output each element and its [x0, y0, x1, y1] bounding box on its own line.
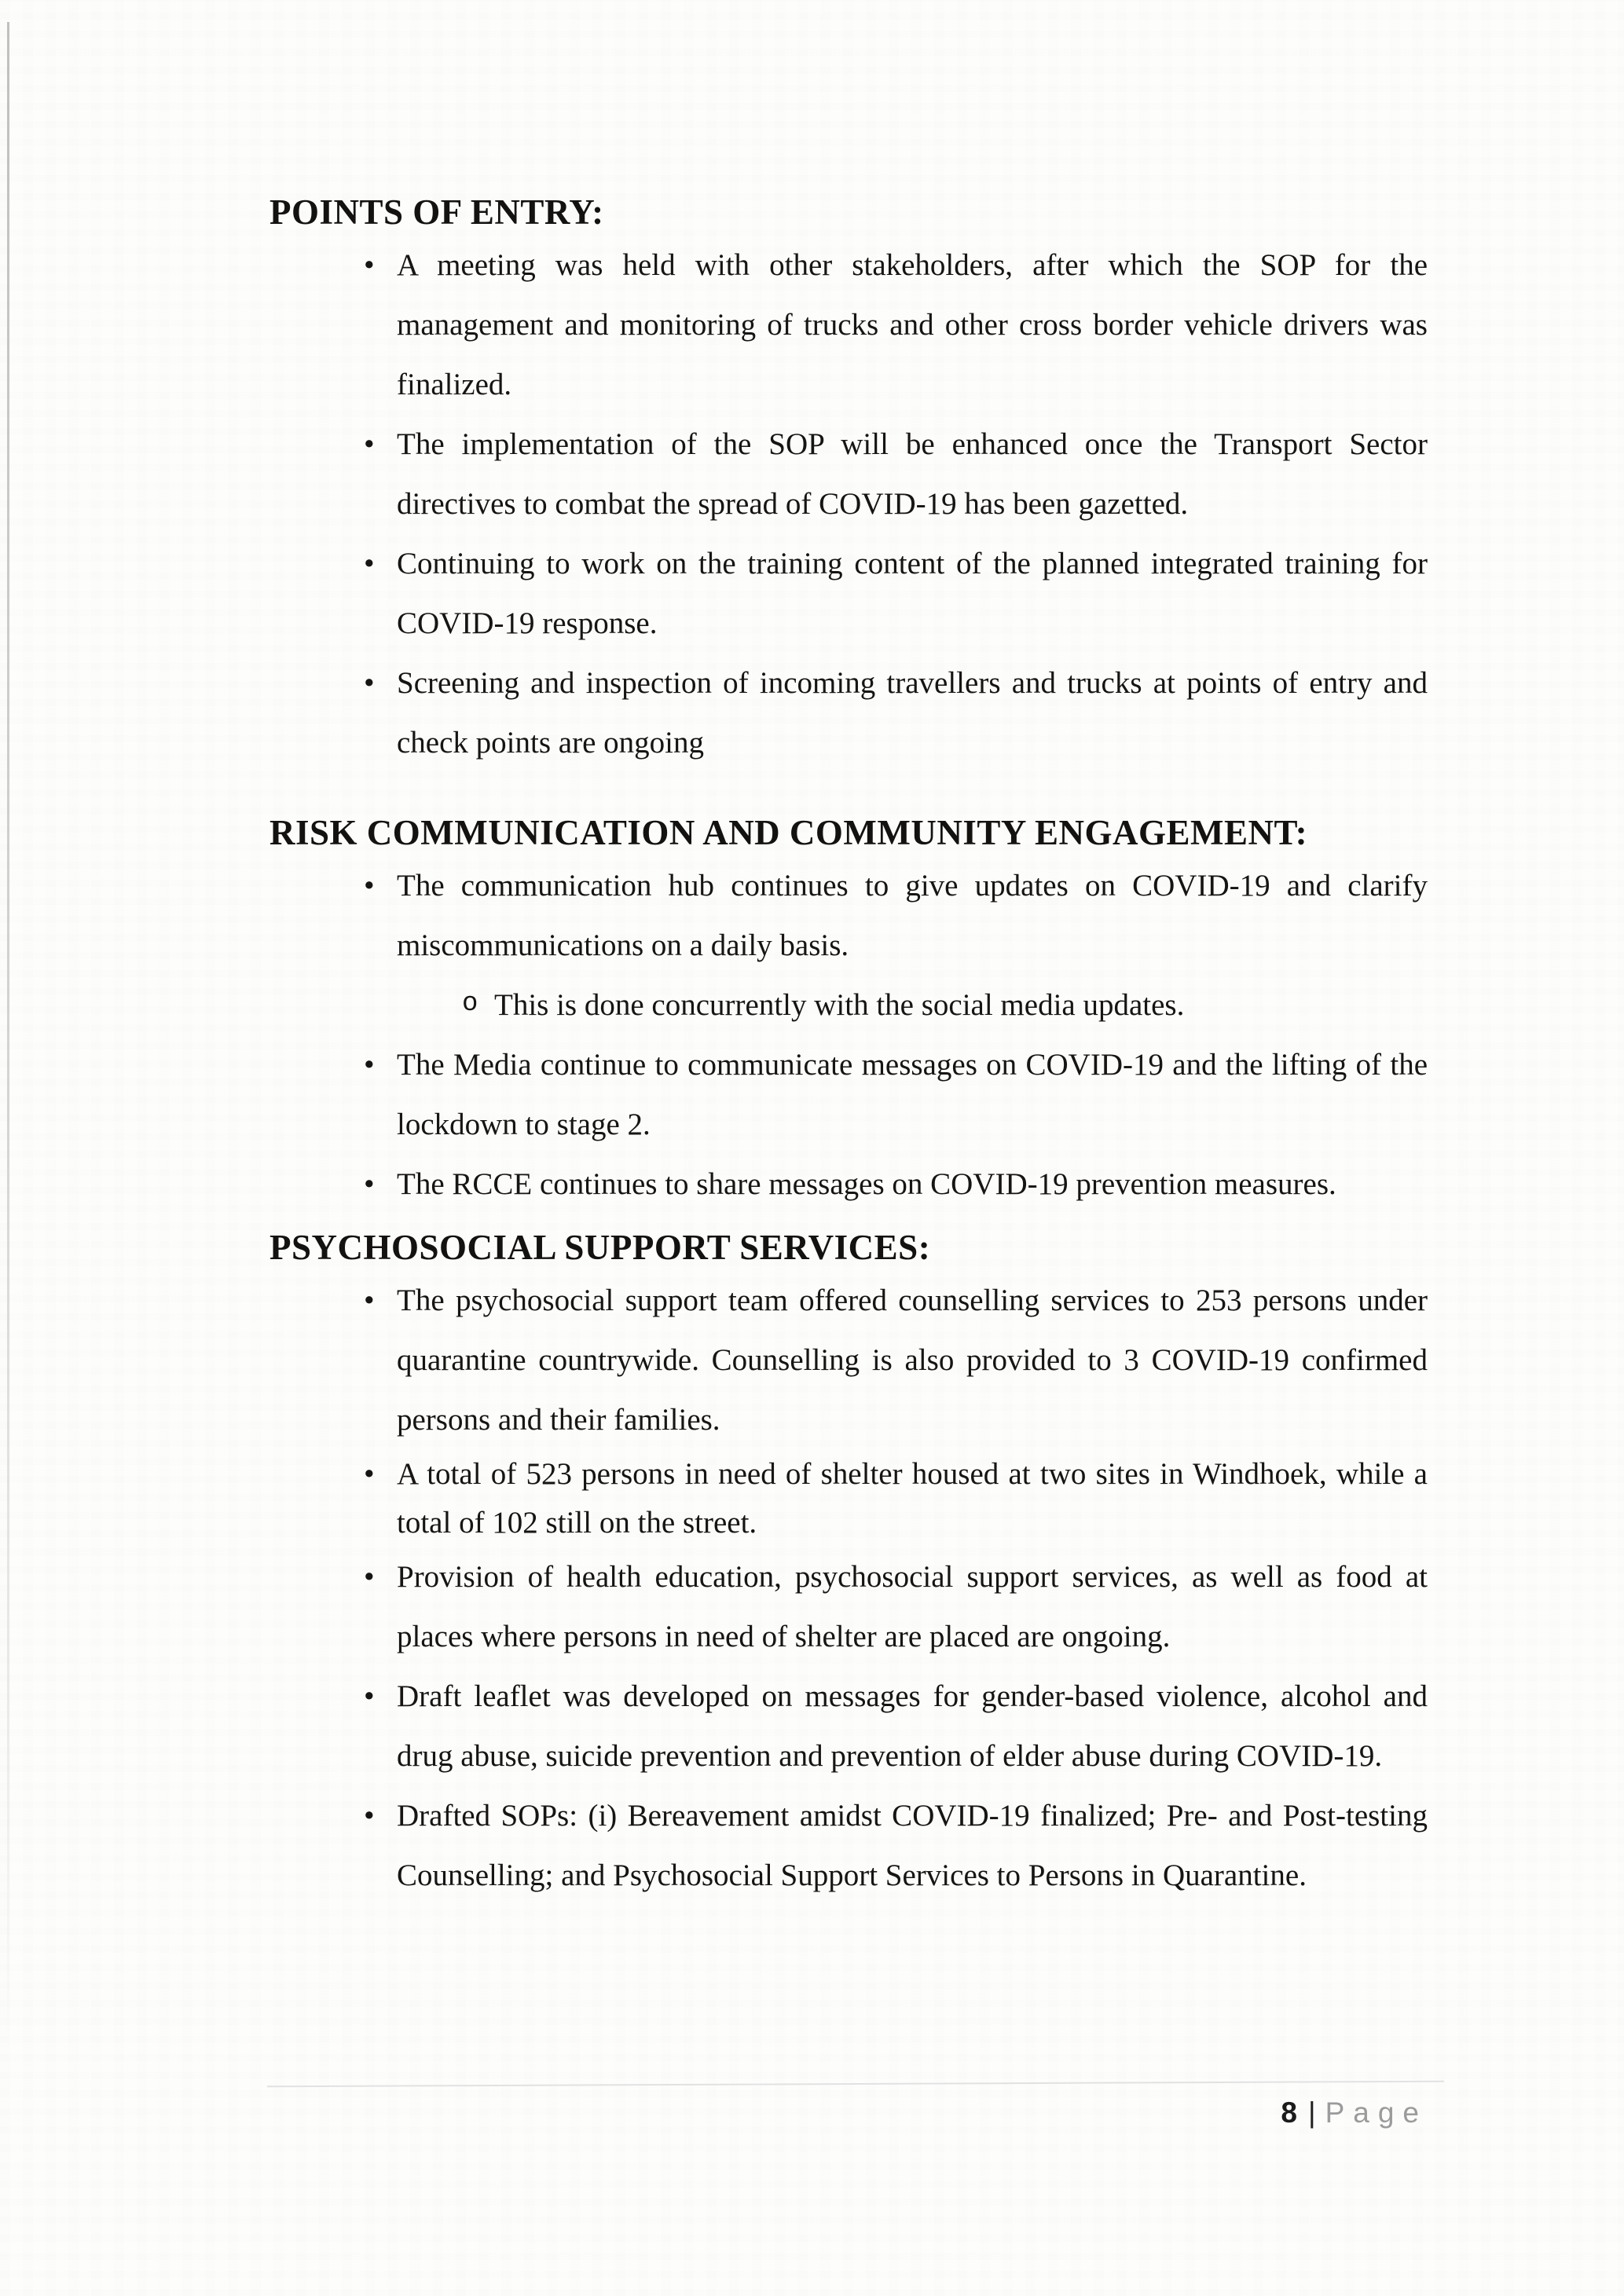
bullet-text: Draft leaflet was developed on messages for gender-based violence, alcohol and drug abuse, suicide prevention and prevention of elder abuse during COVID-19.: [397, 1679, 1428, 1773]
section-heading: PSYCHOSOCIAL SUPPORT SERVICES:: [269, 1228, 931, 1267]
bullet-text: A meeting was held with other stakeholders, after which the SOP for the management and monitoring of trucks and other cross border vehicle drivers was finalized.: [397, 248, 1428, 401]
section-heading: RISK COMMUNICATION AND COMMUNITY ENGAGEMENT:: [269, 813, 1308, 852]
scan-edge-artifact: [7, 22, 9, 2041]
sub-bullet-text: This is done concurrently with the social media updates.: [494, 988, 1185, 1022]
footer-divider: [267, 2081, 1444, 2088]
bullet-icon: •: [364, 666, 375, 700]
bullet-text: A total of 523 persons in need of shelter housed at two sites in Windhoek, while a total of 102 still on the street.: [397, 1457, 1428, 1540]
bullet-icon: •: [364, 1167, 375, 1201]
footer-separator: |: [1307, 2096, 1316, 2129]
bullet-item: [269, 1547, 1428, 1667]
bullet-item: [269, 415, 1428, 534]
bullet-text: The psychosocial support team offered counselling services to 253 persons under quarantine countrywide. Counselling is also provided to 3 COVID-19 confirmed persons and their families.: [397, 1283, 1428, 1437]
bullet-item: [269, 856, 1428, 976]
bullet-item: [269, 1667, 1428, 1786]
bullet-item: [269, 654, 1428, 773]
page-footer: [1281, 2096, 1428, 2130]
bullet-icon: •: [364, 427, 375, 461]
section-heading: POINTS OF ENTRY:: [269, 192, 604, 232]
section: [269, 809, 1428, 1214]
sub-bullet-item: [269, 976, 1428, 1035]
bullet-text: Screening and inspection of incoming travellers and trucks at points of entry and check points are ongoing: [397, 666, 1428, 760]
bullet-icon: •: [364, 1048, 375, 1082]
bullet-icon: •: [364, 1679, 375, 1713]
bullet-list: [269, 1271, 1428, 1906]
bullet-item: [269, 1035, 1428, 1155]
bullet-text: Continuing to work on the training content of the planned integrated training for COVID-19 response.: [397, 547, 1428, 640]
bullet-icon: •: [364, 1799, 375, 1833]
bullet-item: [269, 1155, 1428, 1214]
bullet-icon: •: [364, 1560, 375, 1594]
bullet-item: [269, 1271, 1428, 1450]
bullet-icon: •: [364, 1283, 375, 1317]
bullet-text: The communication hub continues to give updates on COVID-19 and clarify miscommunications on a daily basis.: [397, 869, 1428, 962]
bullet-text: The implementation of the SOP will be enhanced once the Transport Sector directives to combat the spread of COVID-19 has been gazetted.: [397, 427, 1428, 521]
bullet-text: Drafted SOPs: (i) Bereavement amidst COVID-19 finalized; Pre- and Post-testing Counselling; and Psychosocial Support Services to Persons in Quarantine.: [397, 1799, 1428, 1892]
bullet-text: The Media continue to communicate messages on COVID-19 and the lifting of the lockdown to stage 2.: [397, 1048, 1428, 1141]
bullet-icon: •: [364, 1457, 375, 1491]
bullet-text: The RCCE continues to share messages on COVID-19 prevention measures.: [397, 1167, 1336, 1201]
bullet-item: [269, 1450, 1428, 1547]
bullet-item: [269, 236, 1428, 415]
bullet-text: Provision of health education, psychosocial support services, as well as food at places where persons in need of shelter are placed are ongoing.: [397, 1560, 1428, 1653]
bullet-list: [269, 236, 1428, 773]
bullet-list: [269, 856, 1428, 1214]
page-number: 8: [1281, 2096, 1297, 2129]
document-body: [269, 189, 1428, 1906]
bullet-icon: •: [364, 869, 375, 903]
section: [269, 189, 1428, 773]
bullet-item: [269, 534, 1428, 654]
sub-bullet-icon: o: [462, 989, 478, 1019]
bullet-icon: •: [364, 547, 375, 580]
bullet-icon: •: [364, 248, 375, 282]
bullet-item: [269, 1786, 1428, 1906]
footer-page-label: Page: [1325, 2096, 1428, 2129]
section: [269, 1224, 1428, 1906]
